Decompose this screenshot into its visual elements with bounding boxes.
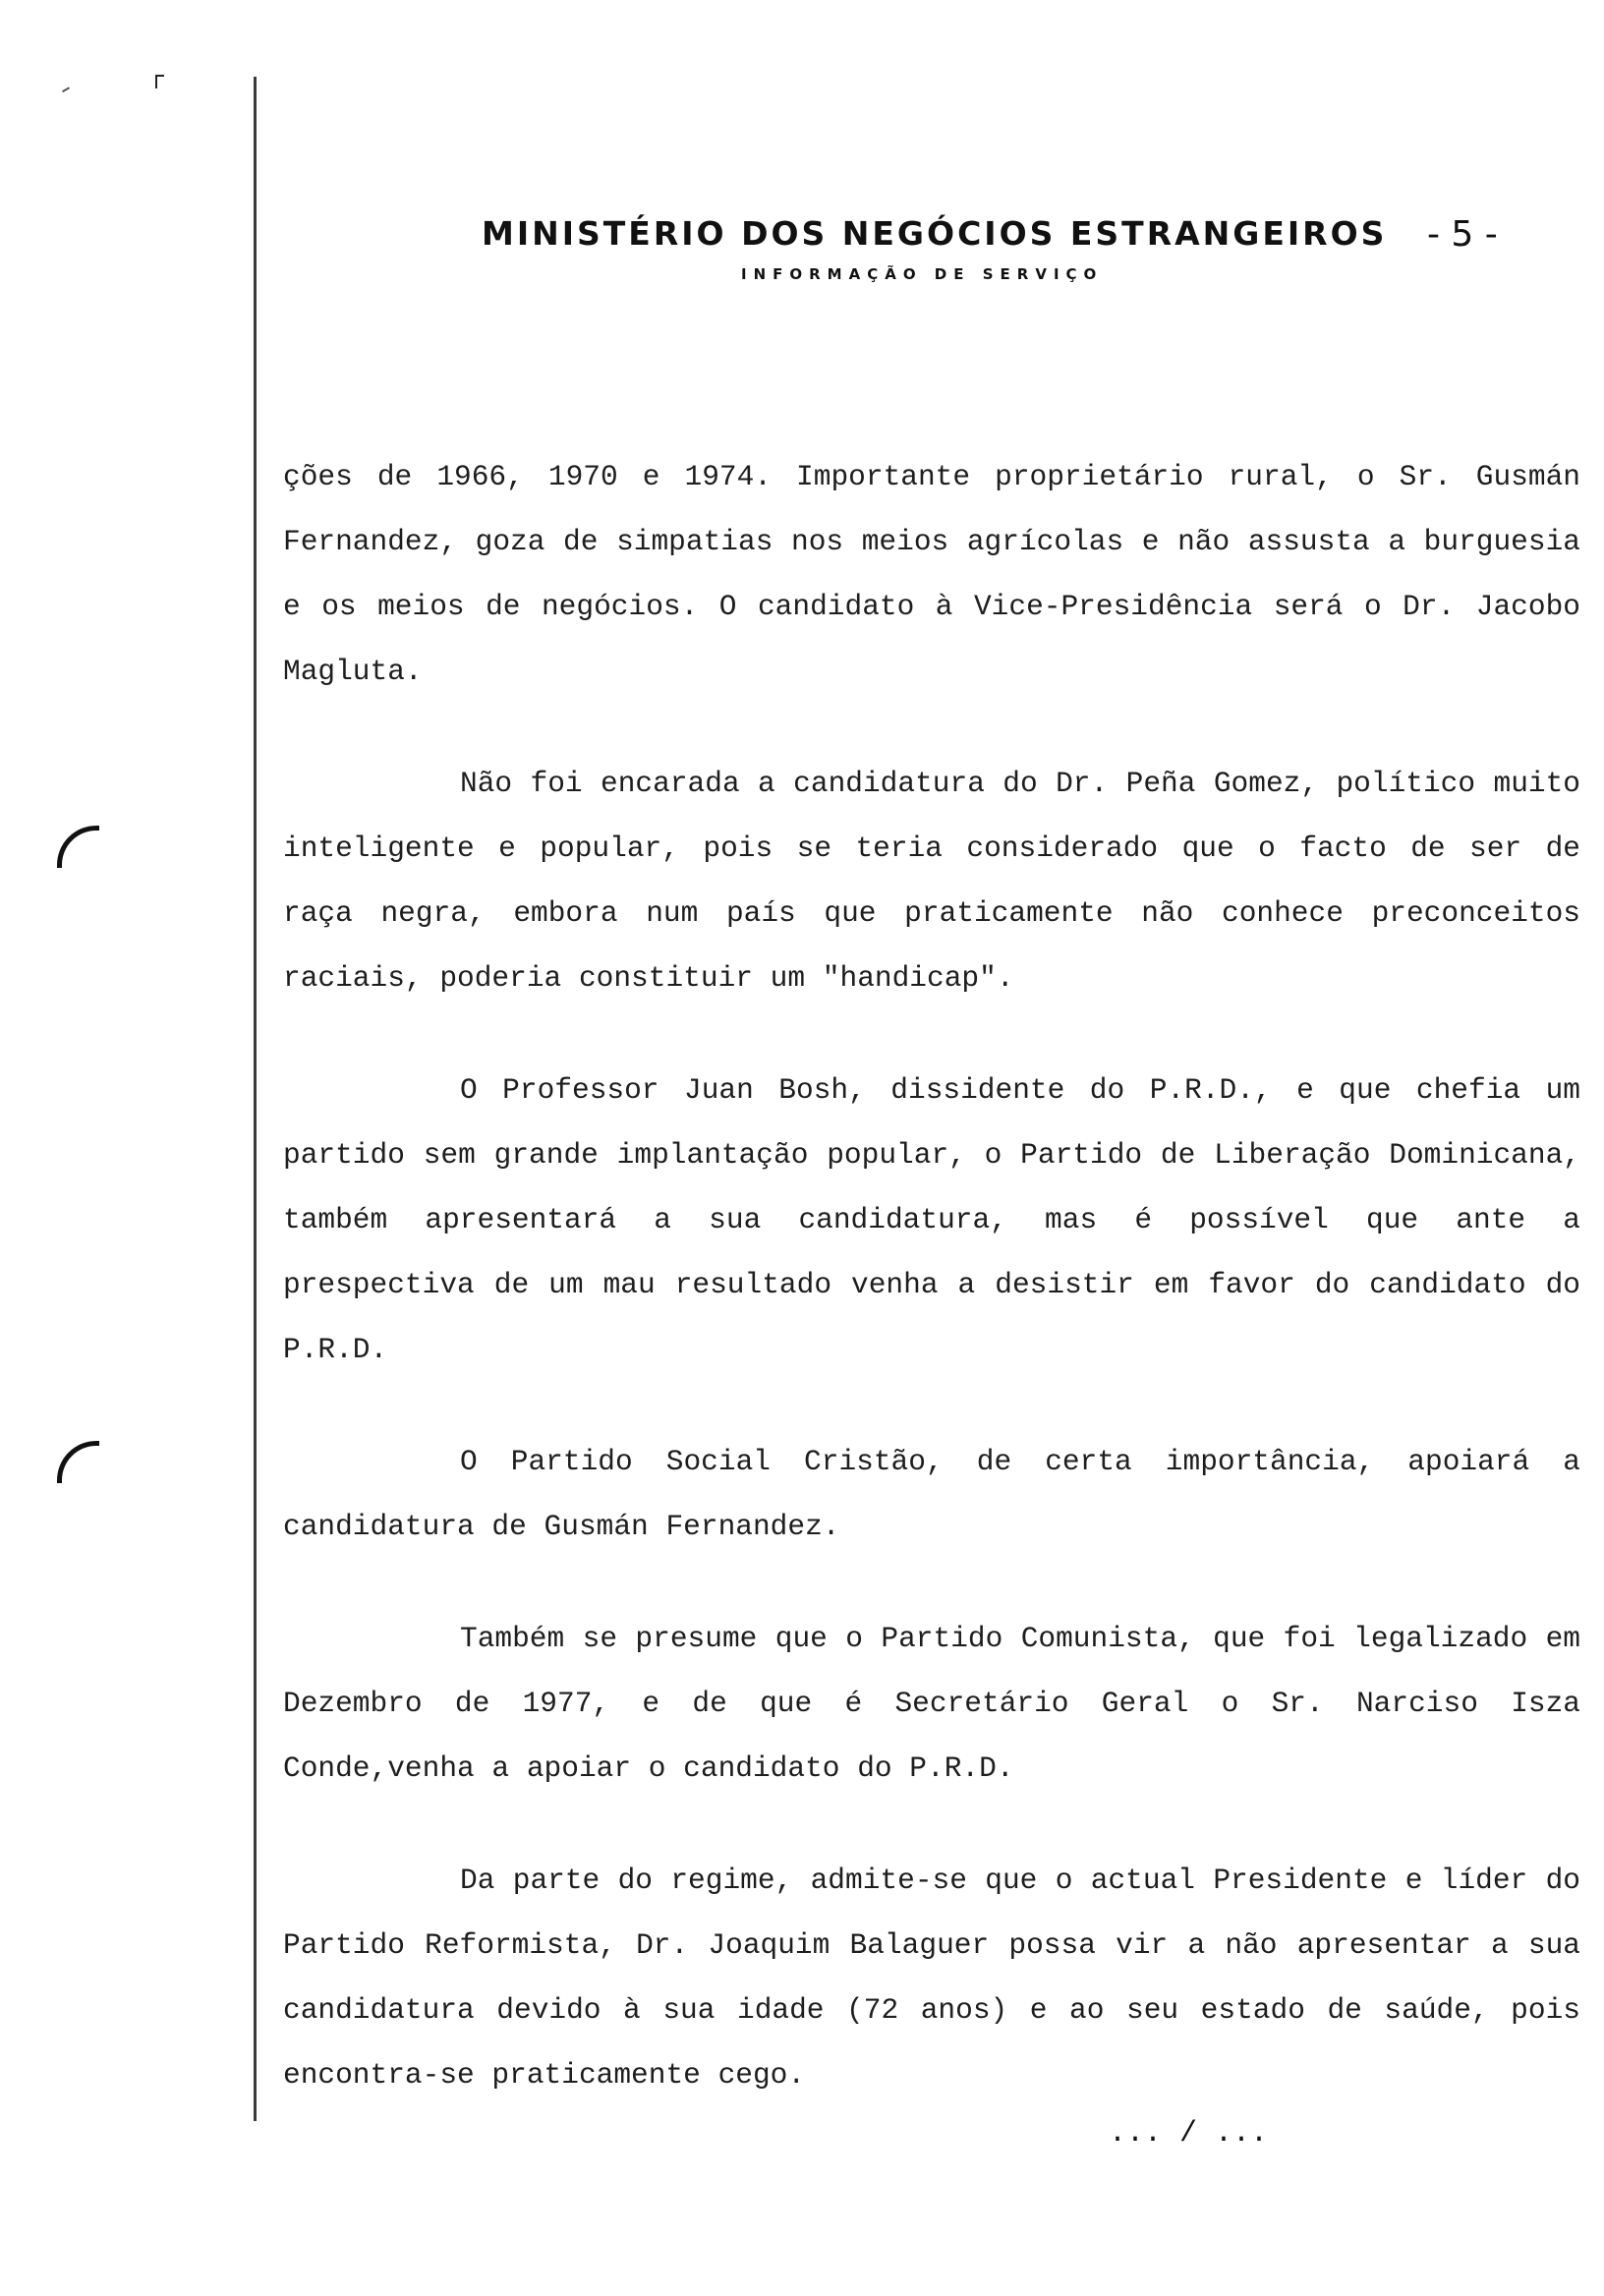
paragraph: Da parte do regime, admite-se que o actual Presidente e líder do Partido Reformista, Dr. Joaquim Balaguer possa vir a não apresentar a sua candidatura devido à sua idade (72 anos) e ao seu estado de saúde, pois encontra-se praticamente cego. bbox=[283, 1864, 1580, 2092]
paragraph: Não foi encarada a candidatura do Dr. Peña Gomez, político muito inteligente e popular, pois se teria considerado que o facto de ser de raça negra, embora num país que praticamente não conhece preconceitos raciais, poderia constituir um "handicap". bbox=[283, 767, 1580, 995]
paragraph-continued: ções de 1966, 1970 e 1974. Importante proprietário rural, o Sr. Gusmán Fernandez, goza de simpatias nos meios agrícolas e não assusta a burguesia e os meios de negócios. O candidato à Vice-Presidência será o Dr. Jacobo Magluta. bbox=[283, 460, 1580, 688]
document-body bbox=[283, 444, 1580, 2154]
letterhead bbox=[256, 208, 1573, 307]
binder-hole-mark-upper bbox=[57, 826, 99, 868]
document-subtitle: INFORMAÇÃO DE SERVIÇO bbox=[741, 265, 1104, 283]
page-number: - 5 - bbox=[1427, 214, 1498, 255]
binder-hole-mark-lower bbox=[57, 1441, 99, 1483]
stray-pen-tick bbox=[62, 86, 72, 95]
continuation-mark: ... / ... bbox=[1109, 2117, 1269, 2151]
stray-pen-mark bbox=[155, 75, 164, 88]
margin-rule bbox=[254, 77, 257, 2121]
ministry-title: MINISTÉRIO DOS NEGÓCIOS ESTRANGEIROS bbox=[482, 214, 1388, 253]
paragraph: Também se presume que o Partido Comunista, que foi legalizado em Dezembro de 1977, e de que é Secretário Geral o Sr. Narciso Isza Conde,venha a apoiar o candidato do P.R.D. bbox=[283, 1622, 1580, 1785]
paragraph: O Professor Juan Bosh, dissidente do P.R.D., e que chefia um partido sem grande implantação popular, o Partido de Liberação Dominicana, também apresentará a sua candidatura, mas é possível que ante a prespectiva de um mau resultado venha a desistir em favor do candidato do P.R.D. bbox=[283, 1073, 1580, 1366]
paragraph: O Partido Social Cristão, de certa importância, apoiará a candidatura de Gusmán Fernandez. bbox=[283, 1445, 1580, 1543]
